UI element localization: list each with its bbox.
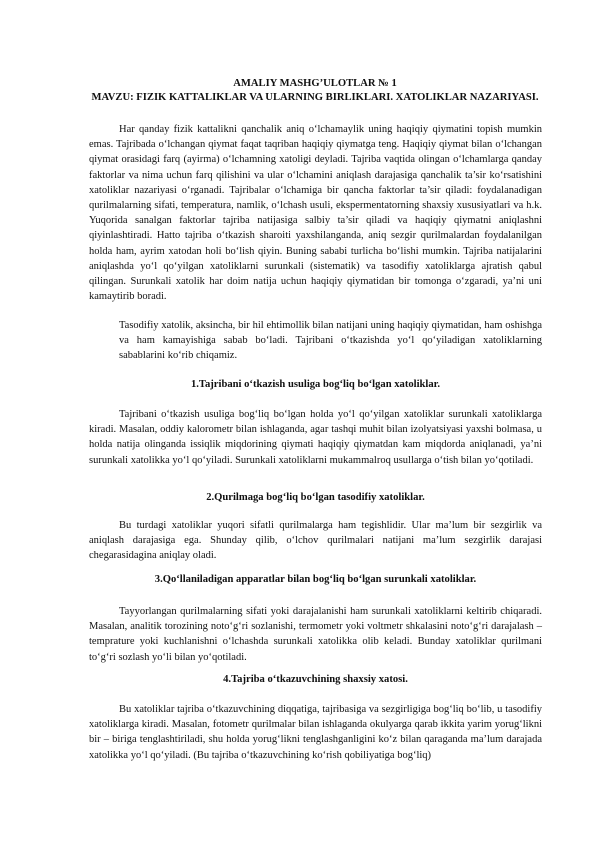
paragraph-2: Tasodifiy xatolik, aksincha, bir hil ehtimollik bilan natijani uning haqiqiy qiymatidan, ham oshishga va ham kamayishiga sabab bo‘ladi. Tajribani o‘tkazishda yo‘l qo‘yiladigan xatoliklarning sabablarini ko‘rib chiqamiz. — [119, 320, 542, 362]
document-title: AMALIY MASHG’ULOTLAR № 1 — [233, 78, 397, 89]
section-heading-4: 4.Tajriba o‘tkazuvchining shaxsiy xatosi. — [223, 674, 408, 685]
paragraph-4: Bu turdagi xatoliklar yuqori sifatli qurilmalarga ham tegishlidir. Ular ma’lum bir sezgirlik va aniqlash darajasiga ega. Shunday qilib, o‘lchov qurilmalari natijani ma’lum sezgirlik darajasi chegarasidagina aniqlay oladi. — [89, 520, 542, 562]
paragraph-6: Bu xatoliklar tajriba o‘tkazuvchining diqqatiga, tajribasiga va sezgirligiga bog‘liq bo‘lib, u tasodifiy xatoliklarga kiradi. Masalan, fotometr qurilmalar bilan ishlaganda okulyarga qarab ikkita yarim yorug‘likni bir – biriga tenglashtiriladi, shu holda yorug‘likni tenglashganligini ko‘z bilan qaraganda ma’lum darajada xatolikka yo‘l qo‘yiladi. (Bu tajriba o‘tkazuvchining ko‘rish qobiliyatiga bog‘liq) — [89, 704, 542, 761]
paragraph-1: Har qanday fizik kattalikni qanchalik aniq o‘lchamaylik uning haqiqiy qiymatini topish mumkin emas. Tajribada o‘lchangan qiymat faqat taqriban haqiqiy qiymatga teng. Haqiqiy qiymat bilan o‘lchangan qiymat orasidagi farq (ayirma) o‘lchamning xatoligi deyladi. Tajriba vaqtida olingan o‘lchamlarga qanday faktorlar va nima uchun farq qilishini va ular o‘lchamini aniqlash darajasiga qanchalik ta’sir ko‘rsatishini xatoliklar nazariyasi o‘rganadi. Tajribalar o‘lchamiga bir qancha faktorlar ta’sir qiladi: foydalanadigan qurilmalarning sifati, temperatura, namlik, o‘lchash usuli, ekspermentatorning shaxsiy xususiyatlari va h.k. Yuqorida sanalgan faktorlar tajriba natijasiga salbiy ta’sir qiladi va haqiqiy qiymatni aniqlashni qiyinlashtiradi. Hatto tajriba o‘tkazish sharoiti yaxshilanganda, aniq sezgir qurilmalardan foydalanilgan holda ham, ayrim xatodan holi bo‘lish qiyin. Buning sababi turlicha bo‘lishi mumkin. Tajriba natijalarini aniqlashda yo‘l qo‘yilgan xatoliklarni surunkali (sistematik) va tasodifiy xatoliklarga ajratish qabul qilingan. Surunkali xatolik har doim natija uchun haqiqiy qiymatidan bir tomonga o‘zgaradi, ya’ni uni kamaytirib boradi. — [89, 124, 542, 303]
section-heading-1: 1.Tajribani o‘tkazish usuliga bog‘liq bo‘lgan xatoliklar. — [190, 379, 441, 390]
topic-title: MAVZU: FIZIK KATTALIKLAR VA ULARNING BIRLIKLARI. XATOLIKLAR NAZARIYASI. — [91, 92, 539, 103]
section-heading-2: 2.Qurilmaga bog‘liq bo‘lgan tasodifiy xatoliklar. — [206, 492, 425, 503]
section-heading-3: 3.Qo‘llaniladigan apparatlar bilan bog‘liq bo‘lgan surunkali xatoliklar. — [154, 574, 477, 585]
paragraph-3: Tajribani o‘tkazish usuliga bog‘liq bo‘lgan holda yo‘l qo‘yilgan xatoliklar surunkali xatoliklarga kiradi. Masalan, oddiy kalorometr bilan ishlaganda, agar tashqi muhit bilan izolyatsiyasi yaxshi bolmasa, u holda natija olinganda issiqlik miqdorining qiymati haqiqiy qiymatdan kam miqdorda aniqlanadi, ya’ni surunkali xatolikka yo‘l qo‘yiladi. Surunkali xatoliklarni mukammalroq usullarga o‘tish bilan yo‘qotiladi. — [89, 409, 542, 466]
paragraph-5: Tayyorlangan qurilmalarning sifati yoki darajalanishi ham surunkali xatoliklarni keltirib chiqaradi. Masalan, analitik torozining noto‘g‘ri sozlanishi, termometr yoki voltmetr shkalasini noto‘g‘ri darajalash – temprature yoki kuchlanishni o‘lchashda surunkali xatolikka olib keladi. Bunday xatoliklar qurilmani to‘g‘ri sozlash yo‘li bilan yo‘qotiladi. — [89, 606, 542, 663]
